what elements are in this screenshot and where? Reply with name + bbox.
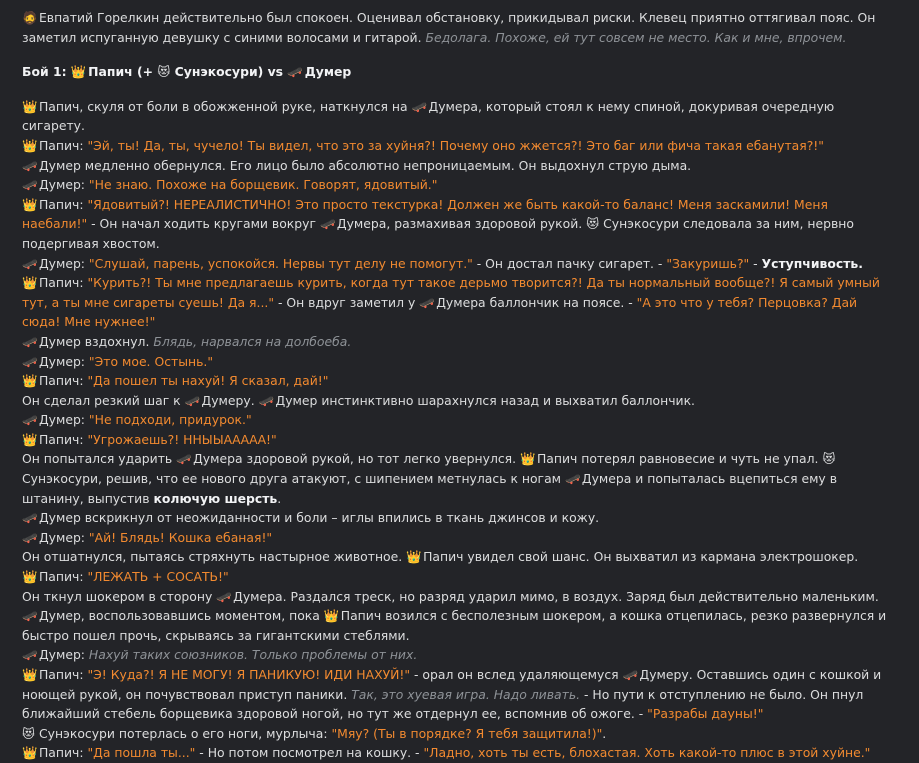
thought-text: Так, это хуевая игра. Надо ливать. bbox=[351, 686, 581, 702]
dialogue-text: "Закуришь?" bbox=[666, 255, 750, 271]
narration-text: Папич: bbox=[35, 745, 88, 761]
dialogue-text: "А это что у тебя? Перцовка? Дай сюда! Мне нужнее!" bbox=[22, 294, 858, 330]
narration-text: Папич возился с бесполезным шокером, а кошка отцепилась, резко развернулся и быстро пошел прочь, скрываясь за гигантскими стеблями. bbox=[22, 608, 887, 643]
narration-text: Сунэкосури потерлась о его ноги, мурлыча: bbox=[35, 725, 332, 741]
skateboard-icon: 🛹 bbox=[22, 510, 38, 526]
cat-icon: 😻 bbox=[157, 64, 171, 80]
dialogue-text: "Э! Куда?! Я НЕ МОГУ! Я ПАНИКУЮ! ИДИ НАХУЙ!" bbox=[87, 667, 411, 682]
dialogue-text: "Ай! Блядь! Кошка ебаная!" bbox=[88, 529, 273, 545]
narration-text: Думер: bbox=[35, 412, 89, 428]
dialogue-text: "Не подходи, придурок." bbox=[88, 412, 252, 428]
narration-text: - Но потом посмотрел на кошку. - bbox=[195, 745, 424, 761]
narration-text: Думер, воспользовавшись моментом, пока bbox=[35, 608, 324, 624]
narration-text: Думер вскрикнул от неожиданности и боли – иглы впились в ткань джинсов и кожу. bbox=[35, 510, 600, 526]
skateboard-icon: 🛹 bbox=[22, 333, 38, 349]
narration-text: Думер инстинктивно шарахнулся назад и выхватил баллончик. bbox=[271, 392, 695, 408]
bold-text: Папич (+ bbox=[83, 64, 158, 80]
narration-text: Думера, размахивая здоровой рукой. bbox=[332, 216, 587, 232]
story-paragraph bbox=[22, 195, 892, 254]
skateboard-icon: 🛹 bbox=[22, 177, 38, 193]
story-paragraph bbox=[22, 136, 892, 156]
narration-text: Думера. Раздался треск, но разряд ударил мимо, в воздух. Заряд был действительно маленьким. bbox=[229, 588, 879, 604]
story-paragraph bbox=[22, 8, 892, 47]
narration-text: Думер: bbox=[35, 647, 89, 663]
dialogue-text: "Ядовитый?! НЕРЕАЛИСТИЧНО! Это просто текстурка! Должен же быть какой-то баланс! Меня заскамили! Меня наебали!" bbox=[22, 196, 828, 232]
skateboard-icon: 🛹 bbox=[22, 353, 38, 369]
narration-text: Думера и попыталась вцепиться ему в штанину, выпустив bbox=[22, 471, 838, 506]
narration-text: Думер вздохнул. bbox=[35, 333, 154, 349]
skateboard-icon: 🛹 bbox=[622, 667, 639, 682]
bold-text: колючую шерсть bbox=[153, 490, 278, 506]
narration-text: Думер: bbox=[35, 353, 89, 369]
narration-text: Думеру. Оставшись один с кошкой и ноющей рукой, он почувствовал приступ паники. bbox=[22, 667, 882, 702]
cat-icon: 😻 bbox=[822, 451, 836, 467]
narration-text: Он сделал резкий шаг к bbox=[22, 392, 185, 408]
dialogue-text: "Ладно, хоть ты есть, блохастая. Хоть какой-то плюс в этой хуйне." bbox=[423, 745, 871, 761]
narration-text: - bbox=[749, 255, 762, 271]
dialogue-text: "Да пошел ты нахуй! Я сказал, дай!" bbox=[87, 373, 329, 389]
narration-text: . bbox=[602, 725, 607, 741]
story-paragraph bbox=[22, 665, 892, 724]
narration-text: Он ткнул шокером в сторону bbox=[22, 588, 217, 604]
story-paragraph bbox=[22, 743, 892, 763]
story-paragraph bbox=[22, 528, 892, 548]
story-paragraph bbox=[22, 547, 892, 567]
dialogue-text: "Эй, ты! Да, ты, чучело! Ты видел, что это за хуйня?! Почему оно жжется?! Это баг или фича такая ебанутая?!" bbox=[87, 137, 824, 153]
crown-icon: 👑 bbox=[70, 64, 87, 80]
skateboard-icon: 🛹 bbox=[564, 471, 581, 487]
story-paragraph bbox=[22, 273, 892, 332]
skateboard-icon: 🛹 bbox=[22, 529, 38, 545]
narration-text: - Но пути к отступлению не было. Он пнул ближайший стебель борщевика здоровой ногой, но тут же отдернул ее, вспомнив об ожоге. - bbox=[22, 686, 864, 722]
dialogue-text: "Слушай, парень, успокойся. Нервы тут делу не помогут." bbox=[88, 255, 473, 271]
narration-text: Папич: bbox=[35, 373, 88, 389]
skateboard-icon: 🛹 bbox=[22, 412, 38, 428]
crown-icon: 👑 bbox=[22, 667, 38, 682]
cat-icon: 😻 bbox=[22, 725, 35, 741]
skateboard-icon: 🛹 bbox=[419, 294, 435, 310]
story-paragraph bbox=[22, 449, 892, 508]
narration-text: Папич: bbox=[35, 431, 88, 447]
narration-text: Думер медленно обернулся. Его лицо было абсолютно непроницаемым. Он выдохнул струю дыма. bbox=[35, 157, 692, 173]
dialogue-text: "ЛЕЖАТЬ + СОСАТЬ!" bbox=[87, 569, 229, 585]
story-paragraph bbox=[22, 567, 892, 587]
dialogue-text: "Разрабы дауны!" bbox=[647, 706, 764, 722]
narration-text: Думер: bbox=[35, 529, 89, 545]
thought-text: Нахуй таких союзников. Только проблемы от них. bbox=[88, 647, 418, 663]
story-paragraph bbox=[22, 391, 892, 411]
narration-text: Думер: bbox=[35, 255, 89, 271]
narration-text: Папич: bbox=[35, 196, 88, 212]
story-paragraph bbox=[22, 156, 892, 176]
crown-icon: 👑 bbox=[22, 137, 38, 153]
crown-icon: 👑 bbox=[22, 745, 38, 761]
crown-icon: 👑 bbox=[22, 431, 38, 447]
story-paragraph bbox=[22, 430, 892, 450]
story-paragraph bbox=[22, 332, 892, 352]
story-paragraph bbox=[22, 254, 892, 274]
story-paragraph bbox=[22, 587, 892, 646]
skateboard-icon: 🛹 bbox=[176, 451, 192, 467]
crown-icon: 👑 bbox=[22, 569, 38, 585]
skateboard-icon: 🛹 bbox=[411, 98, 428, 114]
narration-text: Папич: bbox=[35, 667, 88, 682]
narration-text: Сунэкосури следовала за ним, нервно подергивая хвостом. bbox=[22, 216, 854, 251]
crown-icon: 👑 bbox=[22, 196, 38, 212]
cat-icon: 😻 bbox=[586, 216, 600, 232]
narration-text: Сунэкосури, решив, что ее нового друга атакуют, с шипением метнулась к ногам bbox=[22, 471, 565, 487]
bold-text: Сунэкосури) vs bbox=[170, 64, 288, 80]
bold-text: Бой 1: bbox=[22, 64, 71, 80]
story-paragraph bbox=[22, 508, 892, 528]
skateboard-icon: 🛹 bbox=[22, 608, 38, 624]
skateboard-icon: 🛹 bbox=[287, 64, 303, 80]
skateboard-icon: 🛹 bbox=[258, 392, 275, 408]
fight-heading bbox=[22, 62, 892, 82]
story-paragraph bbox=[22, 410, 892, 430]
narration-text: Он попытался ударить bbox=[22, 451, 177, 467]
narration-text: Думера баллончик на поясе. - bbox=[432, 294, 637, 310]
narration-text: - орал он вслед удаляющемуся bbox=[410, 667, 623, 682]
skateboard-icon: 🛹 bbox=[319, 216, 336, 232]
narration-text: Папич, скуля от боли в обожженной руке, наткнулся на bbox=[35, 98, 412, 114]
narration-text: Думера, который стоял к нему спиной, докуривая очередную сигарету. bbox=[22, 98, 835, 134]
story-paragraph bbox=[22, 175, 892, 195]
narration-text: Папич: bbox=[35, 275, 88, 291]
narration-text: Думеру. bbox=[197, 392, 259, 408]
story-log bbox=[22, 8, 892, 763]
narration-text: - Он достал пачку сигарет. - bbox=[472, 255, 667, 271]
story-paragraph bbox=[22, 352, 892, 372]
dialogue-text: "Не знаю. Похоже на борщевик. Говорят, ядовитый." bbox=[88, 177, 438, 193]
crown-icon: 👑 bbox=[22, 98, 38, 114]
skateboard-icon: 🛹 bbox=[216, 588, 232, 604]
man-emoji-icon: 🧔 bbox=[22, 10, 38, 25]
bold-text: Уступчивость. bbox=[761, 255, 863, 271]
story-paragraph bbox=[22, 371, 892, 391]
narration-text: Думер: bbox=[35, 177, 89, 193]
thought-text: Бедолага. Похоже, ей тут совсем не место. Как и мне, впрочем. bbox=[425, 29, 847, 45]
narration-text: Папич: bbox=[35, 137, 88, 153]
skateboard-icon: 🛹 bbox=[22, 157, 38, 173]
narration-text: - Он вдруг заметил у bbox=[274, 294, 420, 310]
narration-text: - Он начал ходить кругами вокруг bbox=[87, 216, 320, 232]
dialogue-text: "Угрожаешь?! ННЫЫААААА!" bbox=[87, 431, 277, 447]
crown-icon: 👑 bbox=[22, 275, 38, 291]
narration-text: Папич увидел свой шанс. Он выхватил из кармана электрошокер. bbox=[419, 549, 859, 565]
narration-text: Евпатий Горелкин действительно был спокоен. Оценивал обстановку, прикидывал риски. Клевец приятно оттягивал пояс. Он заметил испуганную девушку с синими волосами и гитарой. bbox=[22, 10, 876, 45]
thought-text: Блядь, нарвался на долбоеба. bbox=[153, 333, 352, 349]
story-paragraph bbox=[22, 97, 892, 136]
story-paragraph bbox=[22, 645, 892, 665]
crown-icon: 👑 bbox=[406, 549, 422, 565]
narration-text: Папич потерял равновесие и чуть не упал. bbox=[533, 451, 823, 467]
skateboard-icon: 🛹 bbox=[184, 392, 201, 408]
dialogue-text: "Мяу? (Ты в порядке? Я тебя защитила!)" bbox=[331, 725, 603, 741]
dialogue-text: "Да пошла ты..." bbox=[87, 745, 196, 761]
skateboard-icon: 🛹 bbox=[22, 255, 38, 271]
crown-icon: 👑 bbox=[323, 608, 340, 624]
bold-text: Думер bbox=[300, 64, 352, 80]
crown-icon: 👑 bbox=[520, 451, 536, 467]
skateboard-icon: 🛹 bbox=[22, 647, 38, 663]
narration-text: Думера здоровой рукой, но тот легко увернулся. bbox=[189, 451, 521, 467]
narration-text: Он отшатнулся, пытаясь стряхнуть настырное животное. bbox=[22, 549, 407, 565]
narration-text: . bbox=[277, 490, 282, 506]
narration-text: Папич: bbox=[35, 569, 88, 585]
dialogue-text: "Курить?! Ты мне предлагаешь курить, когда тут такое дерьмо творится?! Да ты нормальный вообще?! Я самый умный тут, а ты мне сигареты суешь! Да я..." bbox=[22, 275, 880, 310]
crown-icon: 👑 bbox=[22, 373, 38, 389]
dialogue-text: "Это мое. Остынь." bbox=[88, 353, 214, 369]
story-paragraph bbox=[22, 724, 892, 744]
